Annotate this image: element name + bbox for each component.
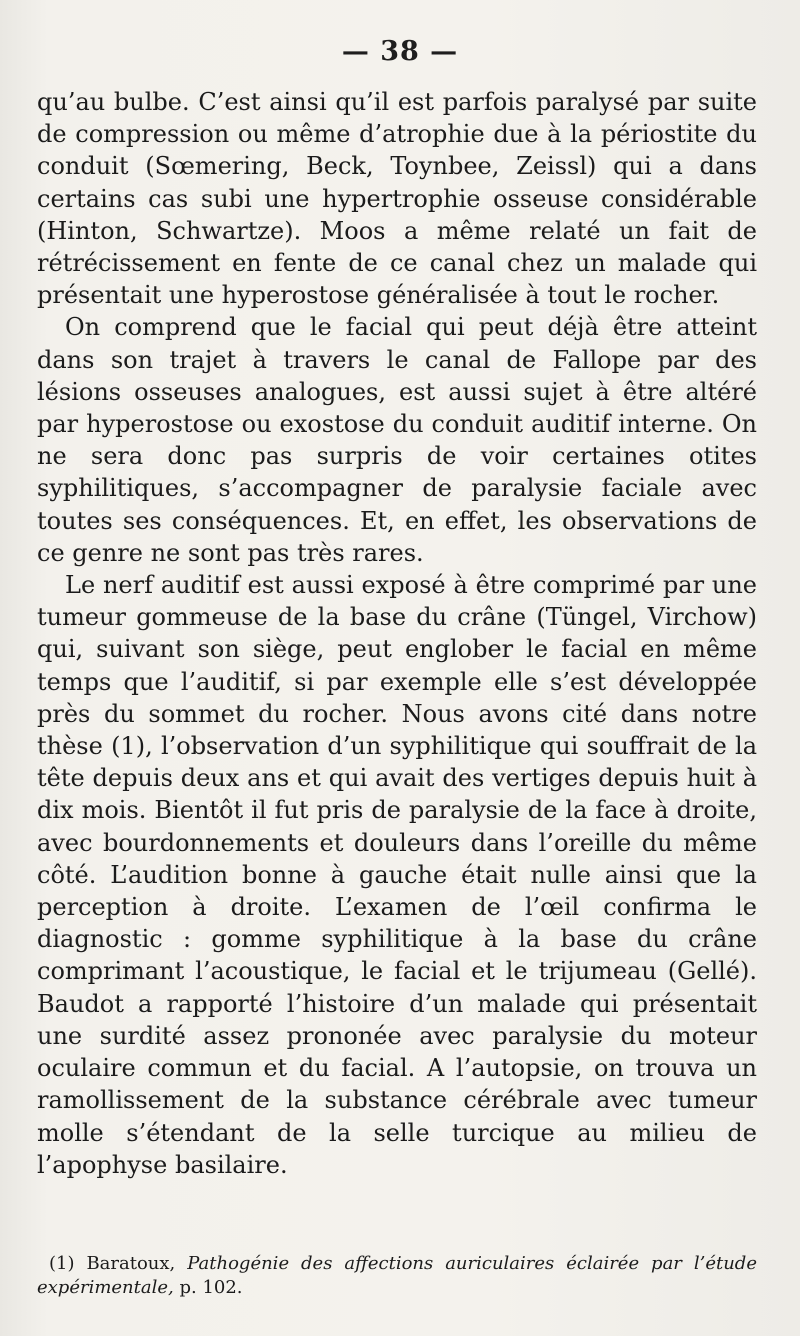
footnote — [37, 1252, 757, 1300]
footnote-page: p. 102. — [179, 1277, 243, 1298]
footnote-marker: (1) — [49, 1253, 75, 1274]
footnote-author: Baratoux, — [86, 1253, 176, 1274]
page-number: — 38 — — [341, 36, 459, 67]
paragraph-1: qu’au bulbe. C’est ainsi qu’il est parfois paralysé par suite de compression ou même d’atrophie due à la périostite du conduit (Sœmering, Beck, Toynbee, Zeissl) qui a dans certains cas subi une hypertrophie osseuse considérable (Hinton, Schwartze). Moos a même relaté un fait de rétrécissement en fente de ce canal chez un malade qui présentait une hyperostose généralisée à tout le rocher. — [37, 88, 757, 310]
paragraph-2: On comprend que le facial qui peut déjà être atteint dans son trajet à travers le canal de Fallope par des lésions osseuses analogues, est aussi sujet à être altéré par hyperostose ou exostose du conduit auditif interne. On ne sera donc pas surpris de voir certaines otites syphilitiques, s’accompagner de paralysie faciale avec toutes ses conséquences. Et, en effet, les observations de ce genre ne sont pas très rares. — [37, 313, 757, 567]
body-text — [37, 86, 757, 1181]
footnote-title: Pathogénie des affections auriculaires éclairée par l’étude expérimentale, — [37, 1253, 757, 1298]
paragraph-3: Le nerf auditif est aussi exposé à être comprimé par une tumeur gommeuse de la base du crâne (Tüngel, Virchow) qui, suivant son siège, peut englober le facial en même temps que l’auditif, si par exemple elle s’est développée près du sommet du rocher. Nous avons cité dans notre thèse (1), l’observation d’un syphilitique qui souffrait de la tête depuis deux ans et qui avait des vertiges depuis huit à dix mois. Bientôt il fut pris de paralysie de la face à droite, avec bourdonnements et douleurs dans l’oreille du même côté. L’audition bonne à gauche était nulle ainsi que la perception à droite. L’examen de l’œil confirma le diagnostic : gomme syphilitique à la base du crâne comprimant l’acoustique, le facial et le trijumeau (Gellé). Baudot a rapporté l’histoire d’un malade qui présentait une surdité assez prononée avec paralysie du moteur oculaire commun et du facial. A l’autopsie, on trouva un ramollissement de la substance cérébrale avec tumeur molle s’étendant de la selle turcique au milieu de l’apophyse basilaire. — [37, 571, 757, 1179]
